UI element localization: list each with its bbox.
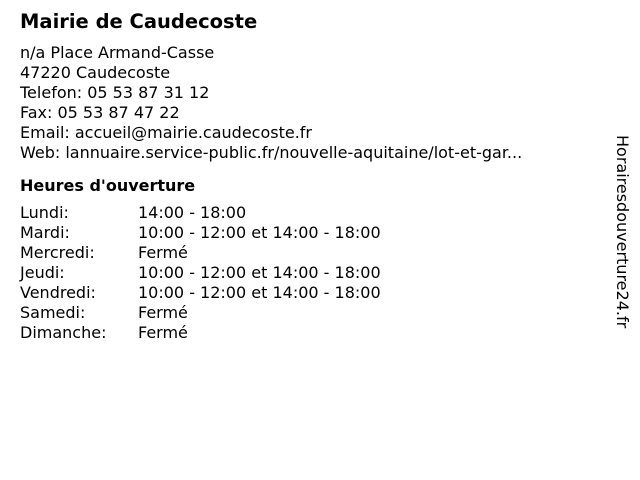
web-line: Web: lannuaire.service-public.fr/nouvelle-aquitaine/lot-et-gar... [20,143,523,162]
phone-line: Telefon: 05 53 87 31 12 [20,83,210,102]
hours-value: Fermé [138,243,188,262]
hours-row-tuesday [20,223,600,243]
hours-row-friday [20,283,600,303]
fax-line: Fax: 05 53 87 47 22 [20,103,180,122]
office-card [20,9,600,343]
hours-row-wednesday [20,243,600,263]
office-name: Mairie de Caudecoste [20,10,258,33]
hours-row-saturday [20,303,600,323]
day-label: Mercredi: [20,243,95,262]
hours-value: 10:00 - 12:00 et 14:00 - 18:00 [138,263,381,282]
email-line: Email: accueil@mairie.caudecoste.fr [20,123,313,142]
day-label: Vendredi: [20,283,96,302]
opening-hours-list [20,203,600,343]
address-line-2: 47220 Caudecoste [20,63,171,82]
day-label: Jeudi: [20,263,65,282]
hours-value: 10:00 - 12:00 et 14:00 - 18:00 [138,223,381,242]
hours-value: Fermé [138,323,188,342]
day-label: Dimanche: [20,323,107,342]
hours-row-monday [20,203,600,223]
hours-value: Fermé [138,303,188,322]
address-line-1: n/a Place Armand-Casse [20,43,215,62]
day-label: Lundi: [20,203,69,222]
hours-row-thursday [20,263,600,283]
opening-hours-heading: Heures d'ouverture [20,176,196,195]
hours-value: 10:00 - 12:00 et 14:00 - 18:00 [138,283,381,302]
hours-row-sunday [20,323,600,343]
day-label: Mardi: [20,223,70,242]
site-watermark: Horairesdouverture24.fr [613,135,632,329]
hours-value: 14:00 - 18:00 [138,203,247,222]
day-label: Samedi: [20,303,86,322]
